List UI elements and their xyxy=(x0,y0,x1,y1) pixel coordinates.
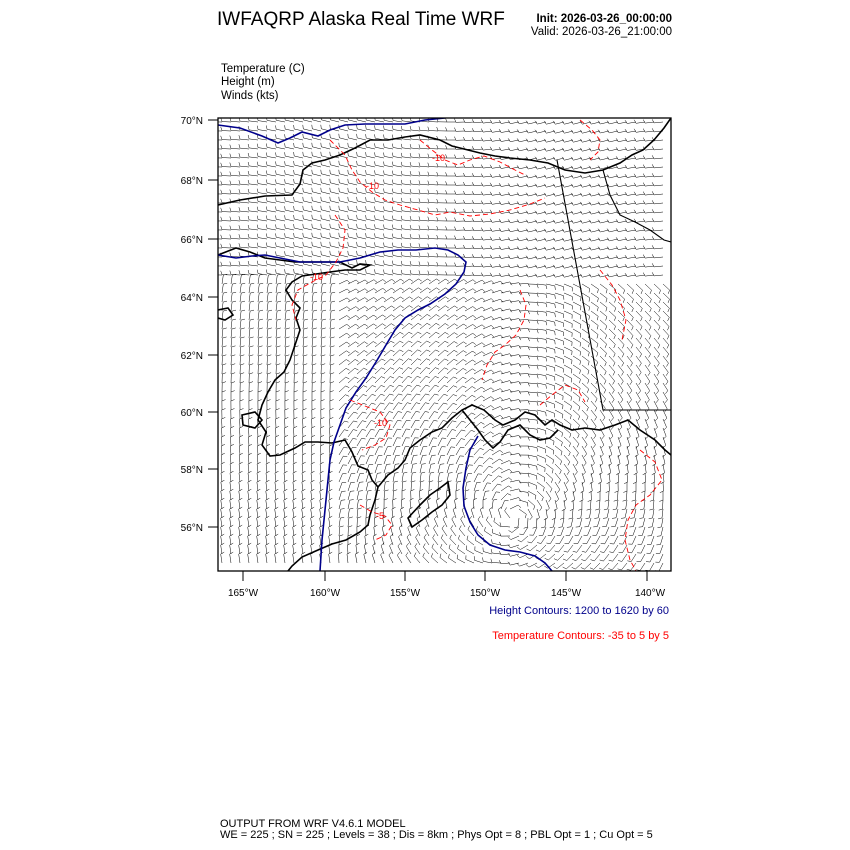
field-label-winds: Winds (kts) xyxy=(221,90,279,102)
field-label-temperature: Temperature (C) xyxy=(221,63,305,75)
lon-label: 155°W xyxy=(389,588,421,599)
wind-barbs xyxy=(212,116,670,571)
temp-label: -10 xyxy=(366,181,380,191)
height-contour-mid xyxy=(218,248,466,571)
temp-label: -10 xyxy=(432,153,446,163)
lon-label: 160°W xyxy=(309,588,341,599)
st-lawrence xyxy=(218,308,233,320)
lon-ticks xyxy=(243,571,647,581)
lon-label: 140°W xyxy=(634,588,666,599)
init-time: Init: 2026-03-26_00:00:00 xyxy=(536,13,672,25)
lat-label: 60°N xyxy=(180,408,203,419)
temp-contour-4 xyxy=(482,290,526,380)
height-contour-south xyxy=(463,436,552,571)
lat-label: 62°N xyxy=(180,351,203,362)
lat-label: 56°N xyxy=(180,523,203,534)
field-label-height: Height (m) xyxy=(221,76,275,88)
lat-label: 58°N xyxy=(180,465,203,476)
model-output-settings: WE = 225 ; SN = 225 ; Levels = 38 ; Dis = 8km ; Phys Opt = 8 ; PBL Opt = 1 ; Cu Opt = 5 xyxy=(220,829,653,841)
lat-labels xyxy=(181,116,203,534)
lon-label: 150°W xyxy=(469,588,501,599)
lat-label: 70°N xyxy=(180,116,203,127)
cook-inlet xyxy=(462,410,558,448)
height-contours xyxy=(218,118,552,571)
lon-labels xyxy=(228,588,666,599)
temp-label: -5 xyxy=(376,511,385,521)
lat-label: 66°N xyxy=(180,235,203,246)
temp-contour-9 xyxy=(540,385,585,405)
bristol-bay xyxy=(288,440,378,571)
temp-label: -10 xyxy=(374,418,388,428)
temp-contour-1 xyxy=(330,140,545,216)
lat-label: 64°N xyxy=(180,293,203,304)
lat-ticks xyxy=(208,120,218,527)
lon-label: 145°W xyxy=(550,588,582,599)
model-output-title: OUTPUT FROM WRF V4.6.1 MODEL xyxy=(220,818,406,830)
temperature-contours-legend: Temperature Contours: -35 to 5 by 5 xyxy=(492,630,669,642)
lon-label: 165°W xyxy=(227,588,259,599)
temp-label: -10 xyxy=(310,272,324,282)
map-title: IWFAQRP Alaska Real Time WRF xyxy=(217,9,505,30)
wind-barb-field xyxy=(212,116,670,571)
canada-border xyxy=(557,160,671,410)
coastlines xyxy=(218,118,671,571)
lat-label: 68°N xyxy=(180,176,203,187)
temp-contour-3 xyxy=(292,215,345,320)
height-contours-legend: Height Contours: 1200 to 1620 by 60 xyxy=(489,605,669,617)
valid-time: Valid: 2026-03-26_21:00:00 xyxy=(530,26,672,38)
